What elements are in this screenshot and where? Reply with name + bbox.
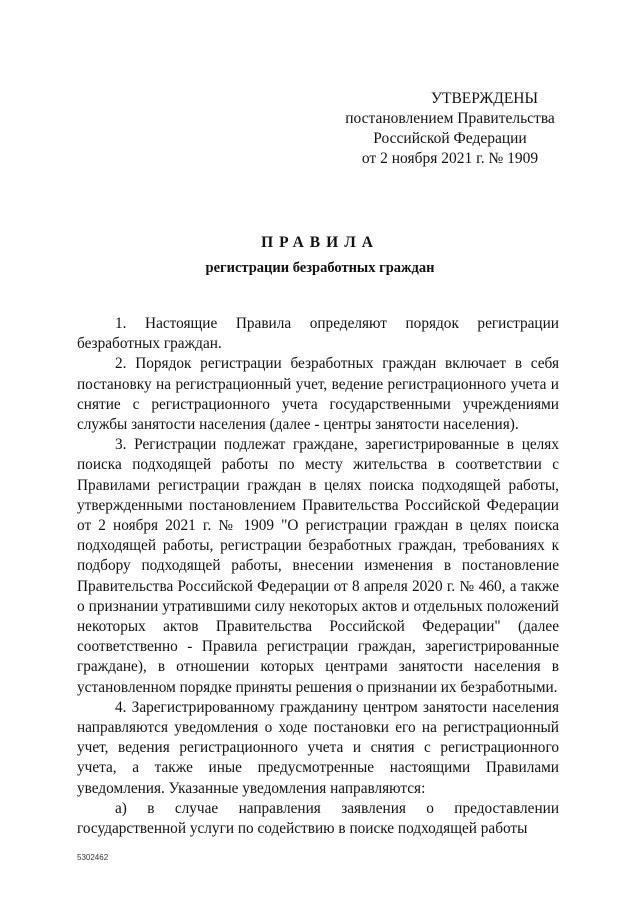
approval-line-resolution: постановлением Правительства [345,110,555,127]
approval-block [330,89,570,169]
paragraph-4a: а) в случае направления заявления о предоставлении государственной услуги по содействию в поиске подходящей работы [77,799,559,838]
paragraph-1: 1. Настоящие Правила определяют порядок регистрации безработных граждан. [77,315,559,353]
paragraph-4: 4. Зарегистрированному гражданину центром занятости населения направляются уведомления о ходе постановки его на регистрационный учет, ведения регистрационного учета и снятия с регистрационного учета, а также иные предусмотренные настоящими Правилами уведомления. Указанные уведомления направляются: [77,698,559,797]
document-subtitle: регистрации безработных граждан [205,260,435,276]
approval-line-date-number: от 2 ноября 2021 г. № 1909 [361,150,539,167]
paragraph-2: 2. Порядок регистрации безработных граждан включает в себя постановку на регистрационный учет, ведение регистрационного учета и снятие с регистрационного учета государственными учреждениями службы занятости населения (далее - центры занятости населения). [77,355,559,434]
document-title: ПРАВИЛА [261,234,379,251]
paragraph-3: 3. Регистрации подлежат граждане, зарегистрированные в целях поиска подходящей работы по месту жительства в соответствии с Правилами регистрации граждан в целях поиска подходящей работы, утвержденными постановлением Правительства Российской Федерации от 2 ноября 2021 г. № 1909 "О регистрации граждан в целях поиска подходящей работы, регистрации безработных граждан, требованиях к подбору подходящей работы, внесении изменения в постановление Правительства Российской Федерации от 8 апреля 2020 г. № 460, а также о признании утратившими силу некоторых актов и отдельных положений некоторых актов Правительства Российской Федерации" (далее соответственно - Правила регистрации граждан, зарегистрированные граждане), в отношении которых центрами занятости населения в установленном порядке приняты решения о признании их безработными. [77,436,559,696]
approval-heading: УТВЕРЖДЕНЫ [431,90,538,107]
approval-line-government: Российской Федерации [373,130,527,147]
document-code: 5302462 [77,853,109,862]
document-body [77,314,559,839]
